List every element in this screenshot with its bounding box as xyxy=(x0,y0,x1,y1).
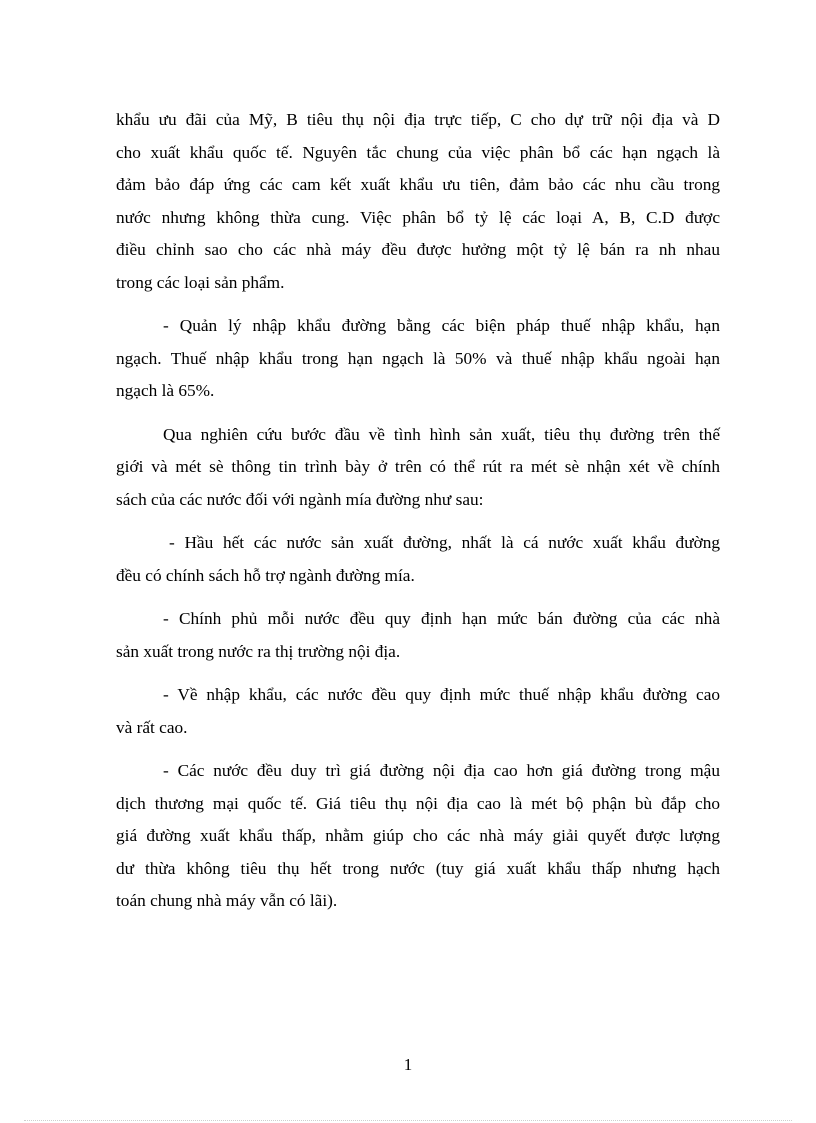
text-line: - Các nước đều duy trì giá đường nội địa cao hơn giá đường trong mậu xyxy=(163,761,720,780)
text-line: - Chính phủ mỗi nước đều quy định hạn mức bán đường của các nhà xyxy=(163,609,720,628)
text-line: giá đường xuất khẩu thấp, nhằm giúp cho các nhà máy giải quyết được lượng xyxy=(116,826,720,845)
text-line: nước nhưng không thừa cung. Việc phân bổ tỷ lệ các loại A, B, C.D được xyxy=(116,207,720,227)
paragraph xyxy=(116,104,720,299)
text-line: toán chung nhà máy vẫn có lãi). xyxy=(116,891,338,910)
paragraph xyxy=(116,419,720,517)
text-line: đều có chính sách hỗ trợ ngành đường mía. xyxy=(116,565,415,585)
text-line: - Về nhập khẩu, các nước đều quy định mức thuế nhập khẩu đường cao xyxy=(163,685,720,704)
paragraph xyxy=(116,603,720,668)
text-line: và rất cao. xyxy=(116,717,188,737)
text-line: Qua nghiên cứu bước đầu về tình hình sản xuất, tiêu thụ đường trên thế xyxy=(163,424,720,444)
text-line: trong các loại sản phẩm. xyxy=(116,272,285,292)
text-line: dư thừa không tiêu thụ hết trong nước (tuy giá xuất khẩu thấp nhưng hạch xyxy=(116,858,720,878)
document-body xyxy=(116,104,720,918)
text-line: sách của các nước đối với ngành mía đường như sau: xyxy=(116,489,484,509)
text-line: điều chỉnh sao cho các nhà máy đều được hưởng một tỷ lệ bán ra nh nhau xyxy=(116,240,720,259)
text-line: đảm bảo đáp ứng các cam kết xuất khẩu ưu tiên, đảm bảo các nhu cầu trong xyxy=(116,175,720,194)
text-line: sản xuất trong nước ra thị trường nội địa. xyxy=(116,641,401,661)
paragraph xyxy=(116,527,720,592)
text-line: - Quản lý nhập khẩu đường bằng các biện pháp thuế nhập khẩu, hạn xyxy=(163,316,720,335)
paragraph xyxy=(116,310,720,408)
text-line: khẩu ưu đãi của Mỹ, B tiêu thụ nội địa trực tiếp, C cho dự trữ nội địa và D xyxy=(116,110,720,129)
text-line: ngạch là 65%. xyxy=(116,381,215,400)
paragraph xyxy=(116,755,720,918)
paragraph xyxy=(116,679,720,744)
text-line: ngạch. Thuế nhập khẩu trong hạn ngạch là 50% và thuế nhập khẩu ngoài hạn xyxy=(116,348,720,368)
page-bottom-edge xyxy=(24,1120,792,1121)
text-line: dịch thương mại quốc tế. Giá tiêu thụ nội địa cao là mét bộ phận bù đắp cho xyxy=(116,793,720,813)
text-line: cho xuất khẩu quốc tế. Nguyên tắc chung của việc phân bổ các hạn ngạch là xyxy=(116,142,720,162)
text-line: - Hầu hết các nước sản xuất đường, nhất là cá nước xuất khẩu đường xyxy=(169,533,720,552)
page-number: 1 xyxy=(403,1055,413,1074)
text-line: giới và mét sè thông tin trình bày ở trên có thể rút ra mét sè nhận xét về chính xyxy=(116,457,720,476)
